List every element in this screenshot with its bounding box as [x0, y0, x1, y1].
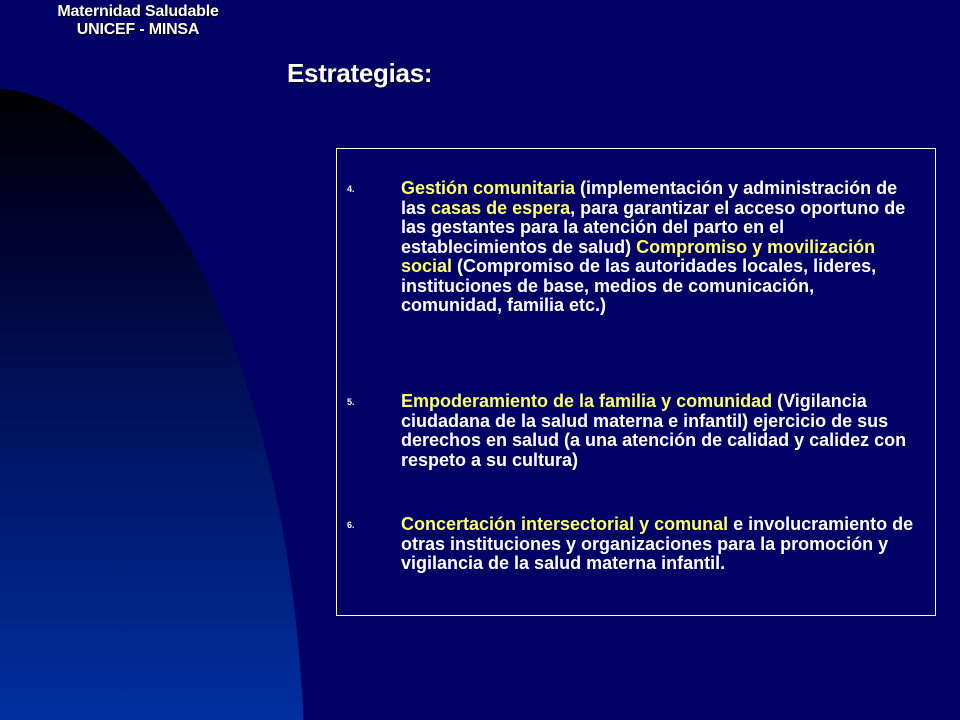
text-segment: Concertación intersectorial y comunal	[401, 514, 729, 534]
item-text	[401, 179, 919, 316]
text-segment: casas de espera	[431, 197, 571, 218]
strategies-box	[336, 148, 936, 616]
header-line-2: UNICEF - MINSA	[76, 21, 200, 38]
text-segment: Empoderamiento de la familia y comunidad	[401, 391, 773, 411]
text-segment: Compromiso y movilización social	[401, 236, 876, 276]
text-segment: Gestión comunitaria	[401, 178, 576, 198]
item-number: 4.	[347, 184, 355, 194]
decorative-gradient-arc	[0, 88, 305, 720]
text-segment: , para garantizar el acceso oportuno de las gestantes para la atención del parto en el establecimientos de salud)	[401, 197, 906, 257]
item-text	[401, 392, 919, 470]
text-segment: (implementación y administración de las	[401, 178, 898, 218]
slide-title: Estrategias:	[287, 58, 433, 88]
header	[18, 3, 258, 39]
text-segment: e involucramiento de otras instituciones y organizaciones para la promoción y vigilancia de la salud materna infantil.	[401, 514, 914, 573]
text-segment: (Vigilancia ciudadana de la salud materna e infantil) ejercicio de sus derechos en salud (a una atención de calidad y calidez con respeto a su cultura)	[401, 391, 907, 470]
header-line-1: Maternidad Saludable	[57, 3, 219, 20]
item-number: 5.	[347, 397, 355, 407]
item-text	[401, 515, 919, 574]
text-segment: (Compromiso de las autoridades locales, lideres, instituciones de base, medios de comunicación, comunidad, familia etc.)	[401, 256, 877, 315]
item-number: 6.	[347, 520, 355, 530]
